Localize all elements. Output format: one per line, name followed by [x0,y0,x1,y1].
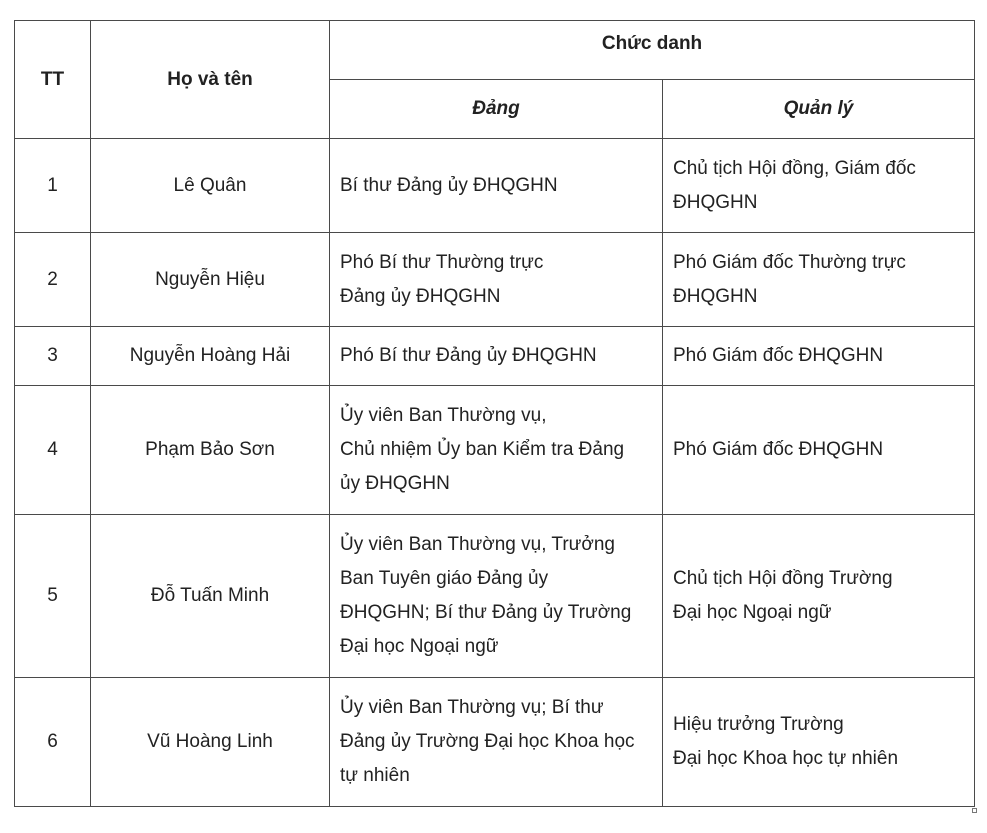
table-row [15,327,975,386]
party-line: Phó Bí thư Thường trực [340,251,544,273]
cell-management [663,327,975,386]
party-line: Bí thư Đảng ủy ĐHQGHN [340,174,558,196]
cell-name: Vũ Hoàng Linh [91,678,330,807]
cell-tt: 5 [15,515,91,678]
management-line: ĐHQGHN [673,191,758,213]
cell-party [330,233,663,327]
cell-party [330,327,663,386]
management-line: Đại học Ngoại ngữ [673,602,832,623]
cell-tt: 4 [15,386,91,515]
party-line: Ủy viên Ban Thường vụ, Trưởng [340,534,615,555]
party-line: Đại học Ngoại ngữ [340,636,499,657]
cell-name: Nguyễn Hiệu [91,233,330,327]
cell-name: Lê Quân [91,139,330,233]
party-line: tự nhiên [340,765,410,786]
party-line: Chủ nhiệm Ủy ban Kiểm tra Đảng [340,439,625,460]
management-line: Chủ tịch Hội đồng, Giám đốc [673,157,916,179]
table-row [15,678,975,807]
table-row [15,386,975,515]
party-line: Ban Tuyên giáo Đảng ủy [340,568,549,589]
party-line: Đảng ủy ĐHQGHN [340,285,501,307]
cell-tt: 1 [15,139,91,233]
header-row [15,21,975,80]
table-row [15,139,975,233]
cell-name: Đỗ Tuấn Minh [91,515,330,678]
party-line: ủy ĐHQGHN [340,473,450,494]
header-title-group: Chức danh [330,21,975,80]
cell-management [663,386,975,515]
table-row [15,515,975,678]
cell-management [663,678,975,807]
management-line: Hiệu trưởng Trường [673,714,844,735]
cell-tt: 3 [15,327,91,386]
party-line: Ủy viên Ban Thường vụ, [340,405,547,426]
party-line: Phó Bí thư Đảng ủy ĐHQGHN [340,345,597,366]
party-line: Ủy viên Ban Thường vụ; Bí thư [340,697,604,718]
management-line: Phó Giám đốc ĐHQGHN [673,439,884,460]
header-tt: TT [15,21,91,139]
management-line: Phó Giám đốc ĐHQGHN [673,345,884,366]
cell-management [663,139,975,233]
cell-party [330,678,663,807]
cell-party [330,515,663,678]
cell-party [330,139,663,233]
cell-name: Phạm Bảo Sơn [91,386,330,515]
cell-tt: 2 [15,233,91,327]
management-line: Đại học Khoa học tự nhiên [673,748,899,769]
party-line: Đảng ủy Trường Đại học Khoa học [340,731,635,752]
management-line: Phó Giám đốc Thường trực [673,251,906,273]
cell-party [330,386,663,515]
cell-tt: 6 [15,678,91,807]
cell-management [663,515,975,678]
cell-management [663,233,975,327]
leadership-table [14,20,975,807]
party-line: ĐHQGHN; Bí thư Đảng ủy Trường [340,602,632,623]
header-name: Họ và tên [91,21,330,139]
cell-name: Nguyễn Hoàng Hải [91,327,330,386]
management-line: ĐHQGHN [673,285,758,307]
table-row [15,233,975,327]
table-resize-handle[interactable] [972,808,977,813]
header-management: Quản lý [663,80,975,139]
management-line: Chủ tịch Hội đồng Trường [673,568,893,589]
header-party: Đảng [330,80,663,139]
